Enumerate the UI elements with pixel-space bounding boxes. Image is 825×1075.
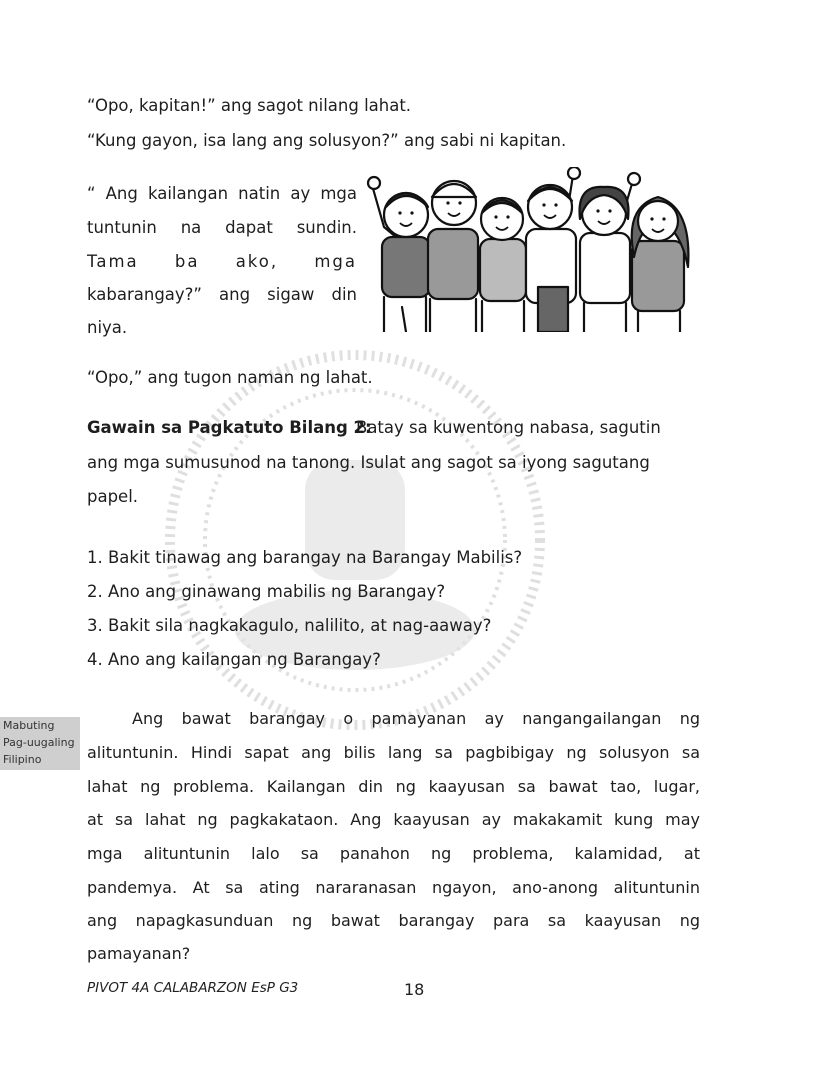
question-1: 1. Bakit tinawag ang barangay na Barangay Mabilis? (87, 548, 523, 567)
paragraph-line-3: lahat ng problema. Kailangan din ng kaayusan sa bawat tao, lugar, (87, 777, 700, 796)
story-line-2: “Kung gayon, isa lang ang solusyon?” ang sabi ni kapitan. (87, 131, 567, 150)
question-4: 4. Ano ang kailangan ng Barangay? (87, 650, 381, 669)
side-tab-line-2: Pag-uugaling (3, 736, 75, 749)
question-2: 2. Ano ang ginawang mabilis ng Barangay? (87, 582, 446, 601)
quote-line-5: niya. (87, 318, 128, 337)
side-tab-line-3: Filipino (3, 753, 42, 766)
activity-intro-line-2: ang mga sumusunod na tanong. Isulat ang sagot sa iyong sagutang (87, 453, 650, 472)
page-number: 18 (404, 980, 425, 999)
paragraph-line-8: pamayanan? (87, 944, 191, 963)
cheering-people-illustration (362, 167, 699, 332)
story-line-1: “Opo, kapitan!” ang sagot nilang lahat. (87, 96, 412, 115)
footer-publication: PIVOT 4A CALABARZON EsP G3 (87, 980, 299, 996)
quote-line-4: kabarangay?” ang sigaw din (87, 285, 357, 304)
paragraph-line-1: Ang bawat barangay o pamayanan ay nangangailangan ng (132, 709, 700, 728)
activity-intro-line-1: Batay sa kuwentong nabasa, sagutin (356, 418, 661, 437)
side-tab-label (0, 717, 80, 770)
paragraph-line-7: ang napagkasunduan ng bawat barangay para sa kaayusan ng (87, 911, 700, 930)
seal-watermark (120, 330, 590, 750)
paragraph-line-6: pandemya. At sa ating nararanasan ngayon, ano-anong alituntunin (87, 878, 700, 897)
story-reply: “Opo,” ang tugon naman ng lahat. (87, 368, 373, 387)
paragraph-line-4: at sa lahat ng pagkakataon. Ang kaayusan ay makakamit kung may (87, 810, 700, 829)
side-tab-line-1: Mabuting (3, 719, 55, 732)
activity-intro-line-3: papel. (87, 487, 139, 506)
activity-heading: Gawain sa Pagkatuto Bilang 2: (87, 418, 372, 437)
quote-line-2: tuntunin na dapat sundin. (87, 218, 357, 237)
question-3: 3. Bakit sila nagkakagulo, nalilito, at nag-aaway? (87, 616, 492, 635)
paragraph-line-2: alituntunin. Hindi sapat ang bilis lang sa pagbibigay ng solusyon sa (87, 743, 700, 762)
paragraph-line-5: mga alituntunin lalo sa panahon ng problema, kalamidad, at (87, 844, 700, 863)
quote-line-3: Tama ba ako, mga (87, 252, 357, 271)
quote-line-1: “ Ang kailangan natin ay mga (87, 184, 357, 203)
